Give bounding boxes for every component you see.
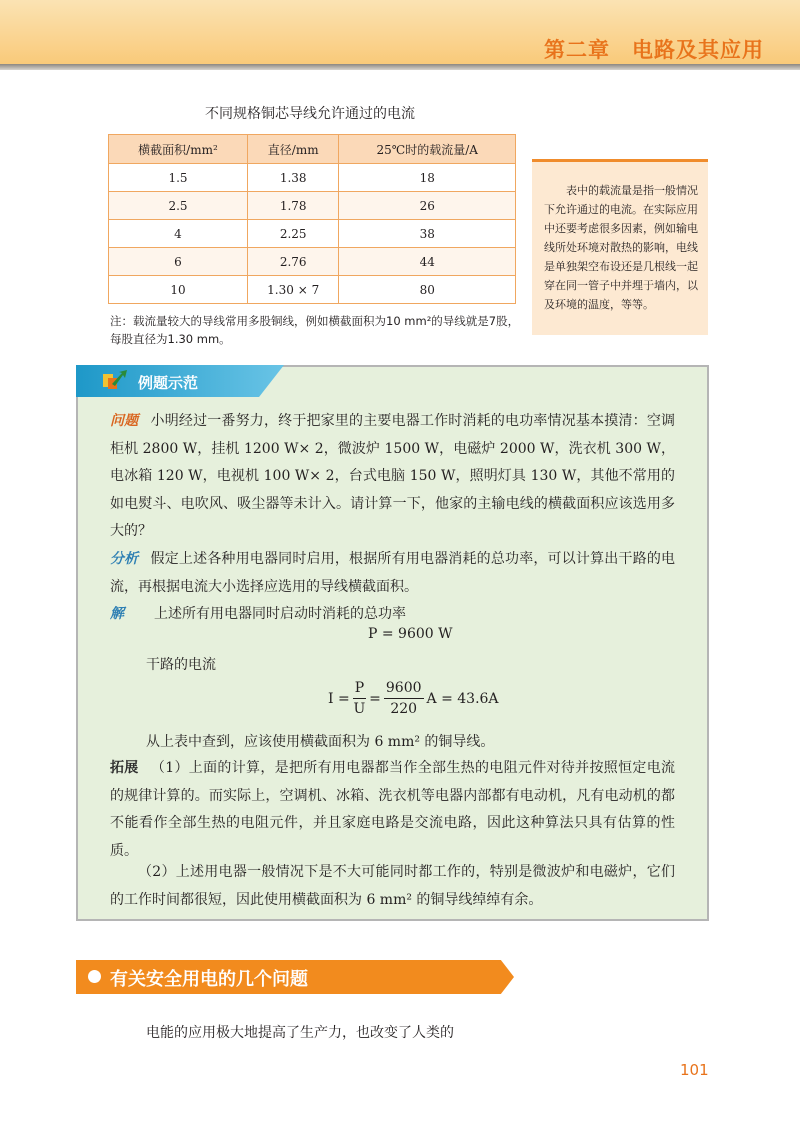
side-note: 表中的载流量是指一般情况下允许通过的电流。在实际应用中还要考虑很多因素，例如输电线所处环境对散热的影响，电线是单独架空布设还是几根线一起穿在同一管子中并埋于墙内，以及环境的温度，等等。: [532, 159, 708, 335]
chapter-heading: [544, 34, 764, 64]
page-number: 101: [680, 1061, 709, 1079]
table-cell: 1.30 × 7: [247, 276, 338, 304]
question-paragraph: [110, 408, 675, 546]
table-header-cell: 25℃时的载流量/A: [339, 135, 516, 164]
table-cell: 2.76: [247, 248, 338, 276]
table-cell: 6: [109, 248, 248, 276]
table-cell: 80: [339, 276, 516, 304]
table-cell: 2.25: [247, 220, 338, 248]
fraction-denominator: 220: [390, 701, 418, 717]
extension-paragraph-1: [110, 755, 675, 865]
table-title: 不同规格铜芯导线允许通过的电流: [205, 106, 415, 122]
table-row: [109, 164, 516, 192]
formula-current: I = $\frac{P}{U}$ = $\frac{9600}{220}$ A = 43.6A: [328, 680, 499, 717]
example-arrow-icon: [102, 370, 128, 390]
solution-tag: 解: [110, 606, 124, 622]
conclusion: 从上表中查到，应该使用横截面积为 6 mm² 的铜导线。: [146, 734, 495, 750]
fraction-denominator: U: [353, 701, 366, 717]
section-bullet-icon: [88, 970, 101, 983]
table-cell: 2.5: [109, 192, 248, 220]
table-cell: 1.78: [247, 192, 338, 220]
table-header-cell: 直径/mm: [247, 135, 338, 164]
chapter-number: 第二章: [544, 38, 610, 62]
formula-result: A = 43.6A: [426, 690, 499, 707]
fraction-values: [384, 678, 424, 719]
section-body: 电能的应用极大地提高了生产力，也改变了人类的: [146, 1025, 454, 1041]
question-tag: 问题: [110, 413, 139, 429]
extension-tag: 拓展: [110, 760, 139, 776]
wire-current-table: [108, 134, 516, 304]
fraction-p-over-u: [353, 678, 366, 719]
table-row: [109, 220, 516, 248]
table-note: 注：载流量较大的导线常用多股铜线，例如横截面积为10 mm²的导线就是7股，每股直径为1.30 mm。: [110, 314, 520, 346]
table-cell: 1.5: [109, 164, 248, 192]
chapter-title: 电路及其应用: [632, 38, 764, 62]
fraction-numerator: 9600: [384, 678, 424, 699]
analysis-text: 假定上述各种用电器同时启用，根据所有用电器消耗的总功率，可以计算出干路的电流，再根据电流大小选择应选用的导线横截面积。: [110, 551, 675, 595]
table-cell: 1.38: [247, 164, 338, 192]
table-header-cell: 横截面积/mm²: [109, 135, 248, 164]
analysis-tag: 分析: [110, 551, 139, 567]
table-row: [109, 248, 516, 276]
table-cell: 38: [339, 220, 516, 248]
formula-lhs: I =: [328, 690, 350, 707]
formula-power: P = 9600 W: [368, 626, 453, 642]
extension-paragraph-2: （2）上述用电器一般情况下是不大可能同时都工作的，特别是微波炉和电磁炉，它们的工作时间都很短，因此使用横截面积为 6 mm² 的铜导线绰绰有余。: [110, 864, 675, 908]
extension-text-1: （1）上面的计算，是把所有用电器都当作全部生热的电阻元件对待并按照恒定电流的规律计算的。而实际上，空调机、冰箱、洗衣机等电器内部都有电动机，凡有电动机的都不能看作全部生热的电阻元件，并且家庭电路是交流电路，因此这种算法只具有估算的性质。: [110, 760, 676, 859]
table-row: [109, 276, 516, 304]
table-cell: 10: [109, 276, 248, 304]
solution-paragraph: [110, 601, 675, 629]
question-text: 小明经过一番努力，终于把家里的主要电器工作时消耗的电功率情况基本摸清：空调柜机 2800 W，挂机 1200 W× 2，微波炉 1500 W，电磁炉 2000 W，洗衣机 300 W，电冰箱 120 W，电视机 100 W× 2，台式电脑 150 W，照明灯具 130 W，其他不常用的如电熨斗、电吹风、吸尘器等未计入。请计算一下，他家的主输电线的横截面积应该选用多大的？: [110, 413, 675, 539]
table-row: [109, 192, 516, 220]
header-divider: [0, 64, 800, 70]
table-cell: 44: [339, 248, 516, 276]
analysis-paragraph: [110, 546, 675, 601]
table-cell: 26: [339, 192, 516, 220]
example-label: 例题示范: [138, 374, 199, 392]
trunk-current-label: 干路的电流: [146, 657, 216, 673]
table-cell: 18: [339, 164, 516, 192]
table-header-row: [109, 135, 516, 164]
table-cell: 4: [109, 220, 248, 248]
section-title: 有关安全用电的几个问题: [110, 969, 308, 990]
solution-intro: 上述所有用电器同时启动时消耗的总功率: [154, 606, 406, 622]
fraction-numerator: P: [353, 678, 366, 699]
